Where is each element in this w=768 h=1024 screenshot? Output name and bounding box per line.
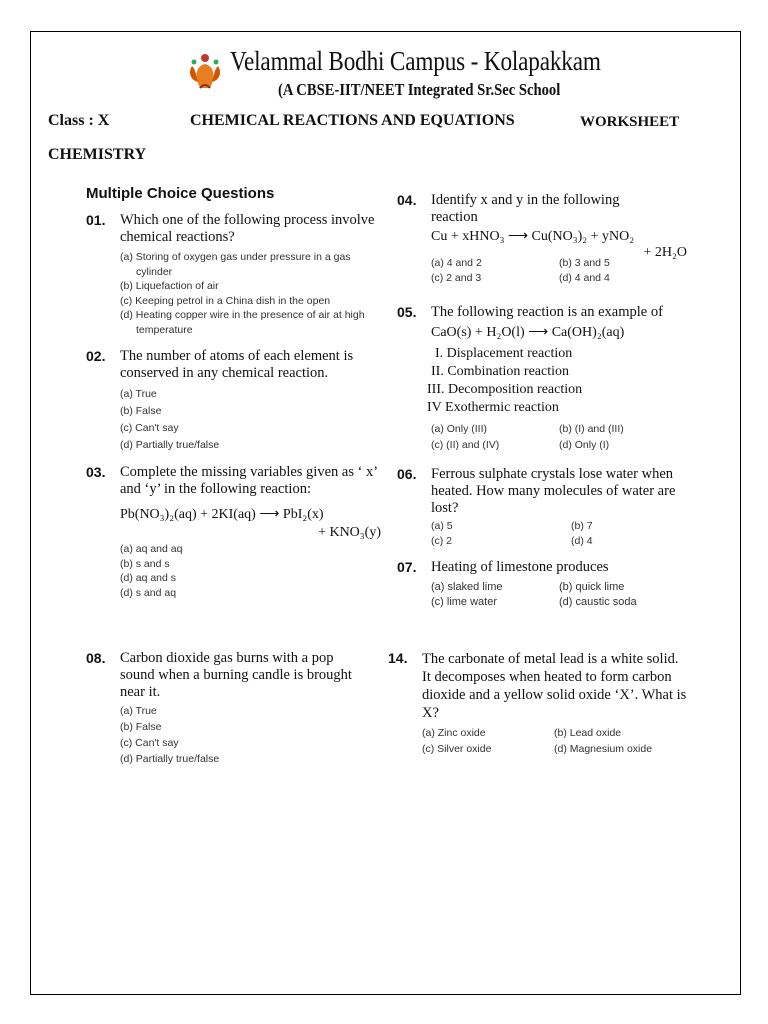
question-text: The carbonate of metal lead is a white solid. It decomposes when heated to form carbon dioxide and a yellow solid oxide ‘X’. What is X? xyxy=(422,651,687,721)
option-b: (b) Lead oxide xyxy=(554,727,622,739)
question-number: 07. xyxy=(397,559,417,575)
equation-line-2: + 2H₂O xyxy=(643,245,687,260)
option-b: (b) False xyxy=(120,405,162,417)
option-b: (b) 7 xyxy=(571,520,593,532)
question-number: 04. xyxy=(397,192,417,208)
option-d: (d) Only (I) xyxy=(559,439,610,451)
question-text: Heating of limestone produces xyxy=(431,559,609,575)
option-b: (b) Liquefaction of air xyxy=(120,280,219,292)
question-14 xyxy=(388,650,688,757)
school-logo-icon xyxy=(186,52,224,92)
question-number: 06. xyxy=(397,466,417,482)
question-06 xyxy=(397,466,697,548)
section-title: Multiple Choice Questions xyxy=(86,185,275,202)
question-text: Carbon dioxide gas burns with a pop sound when a burning candle is brought near it. xyxy=(120,650,352,700)
option-b: (b) quick lime xyxy=(559,581,625,593)
statement-4: IV Exothermic reaction xyxy=(427,400,559,415)
question-number: 01. xyxy=(86,212,106,228)
option-a: (a) Only (III) xyxy=(431,423,488,435)
option-c: (c) (II) and (IV) xyxy=(431,439,500,451)
subject-label: CHEMISTRY xyxy=(48,146,147,163)
school-name: Velammal Bodhi Campus - Kolapakkam xyxy=(230,46,601,76)
statement-1: I. Displacement reaction xyxy=(435,346,573,361)
question-03 xyxy=(86,464,381,600)
question-text: Complete the missing variables given as ‘ x’ and ‘y’ in the following reaction: xyxy=(120,464,378,497)
statement-2: II. Combination reaction xyxy=(431,364,570,379)
school-header xyxy=(0,46,768,106)
option-d: (d) 4 and 4 xyxy=(559,271,610,284)
option-b: (b) (I) and (III) xyxy=(559,423,624,435)
worksheet-label: WORKSHEET xyxy=(580,114,680,130)
option-d: (d) Partially true/false xyxy=(120,753,220,765)
option-c: (c) lime water xyxy=(431,595,498,608)
question-text: Which one of the following process involve chemical reactions? xyxy=(120,212,375,245)
question-text: Ferrous sulphate crystals lose water when heated. How many molecules of water are lost? xyxy=(431,466,676,516)
question-number: 14. xyxy=(388,650,408,666)
option-a: (a) 4 and 2 xyxy=(431,257,482,269)
option-a: (a) slaked lime xyxy=(431,581,503,593)
equation-line-2: + KNO₃(y) xyxy=(318,525,381,540)
worksheet-title: CHEMICAL REACTIONS AND EQUATIONS xyxy=(190,112,515,129)
class-label: Class : X xyxy=(48,112,110,129)
question-text: Identify x and y in the following reaction xyxy=(431,192,620,225)
question-text: The following reaction is an example of xyxy=(431,304,663,320)
option-c: (c) Silver oxide xyxy=(422,742,492,755)
option-d: (d) caustic soda xyxy=(559,595,637,608)
question-number: 08. xyxy=(86,650,106,666)
question-08 xyxy=(86,650,356,767)
statement-3: III. Decomposition reaction xyxy=(427,382,583,397)
option-d: (d) Magnesium oxide xyxy=(554,742,653,755)
option-a: (a) True xyxy=(120,705,157,717)
option-a: (a) 5 xyxy=(431,520,453,532)
option-c: (c) 2 xyxy=(431,534,452,547)
option-b: (b) False xyxy=(120,721,162,733)
option-a: (a) True xyxy=(120,388,157,400)
question-number: 05. xyxy=(397,304,417,320)
option-d: (d) s and aq xyxy=(120,586,177,599)
question-number: 03. xyxy=(86,464,106,480)
question-04 xyxy=(397,192,687,285)
option-c: (c) 2 and 3 xyxy=(431,271,482,284)
option-c: (c) Can't say xyxy=(120,737,179,749)
question-01 xyxy=(86,212,381,337)
option-b: (b) s and s xyxy=(120,557,170,570)
question-05 xyxy=(397,304,687,453)
option-d: (d) Heating copper wire in the presence of air at high temperature xyxy=(120,309,365,336)
option-a: (a) aq and aq xyxy=(120,543,183,555)
question-text: The number of atoms of each element is conserved in any chemical reaction. xyxy=(120,348,354,381)
school-subtitle: (A CBSE-IIT/NEET Integrated Sr.Sec School xyxy=(278,80,561,99)
option-c: (d) aq and s xyxy=(120,572,177,584)
question-07 xyxy=(397,559,697,609)
option-c: (c) Can't say xyxy=(120,422,179,434)
option-c: (c) Keeping petrol in a China dish in the open xyxy=(120,294,331,307)
equation-line-1: Cu + xHNO₃ ⟶ Cu(NO₃)₂ + yNO₂ xyxy=(431,229,635,244)
option-d: (d) 4 xyxy=(571,534,593,547)
option-b: (b) 3 and 5 xyxy=(559,257,610,269)
question-number: 02. xyxy=(86,348,106,364)
option-d: (d) Partially true/false xyxy=(120,439,220,451)
option-a: (a) Zinc oxide xyxy=(422,727,486,739)
option-a: (a) Storing of oxygen gas under pressure in a gas cylinder xyxy=(120,251,351,278)
question-02 xyxy=(86,348,381,454)
equation-line-1: CaO(s) + H₂O(l) ⟶ Ca(OH)₂(aq) xyxy=(431,325,625,340)
equation-line-1: Pb(NO₃)₂(aq) + 2KI(aq) ⟶ PbI₂(x) xyxy=(120,507,324,522)
